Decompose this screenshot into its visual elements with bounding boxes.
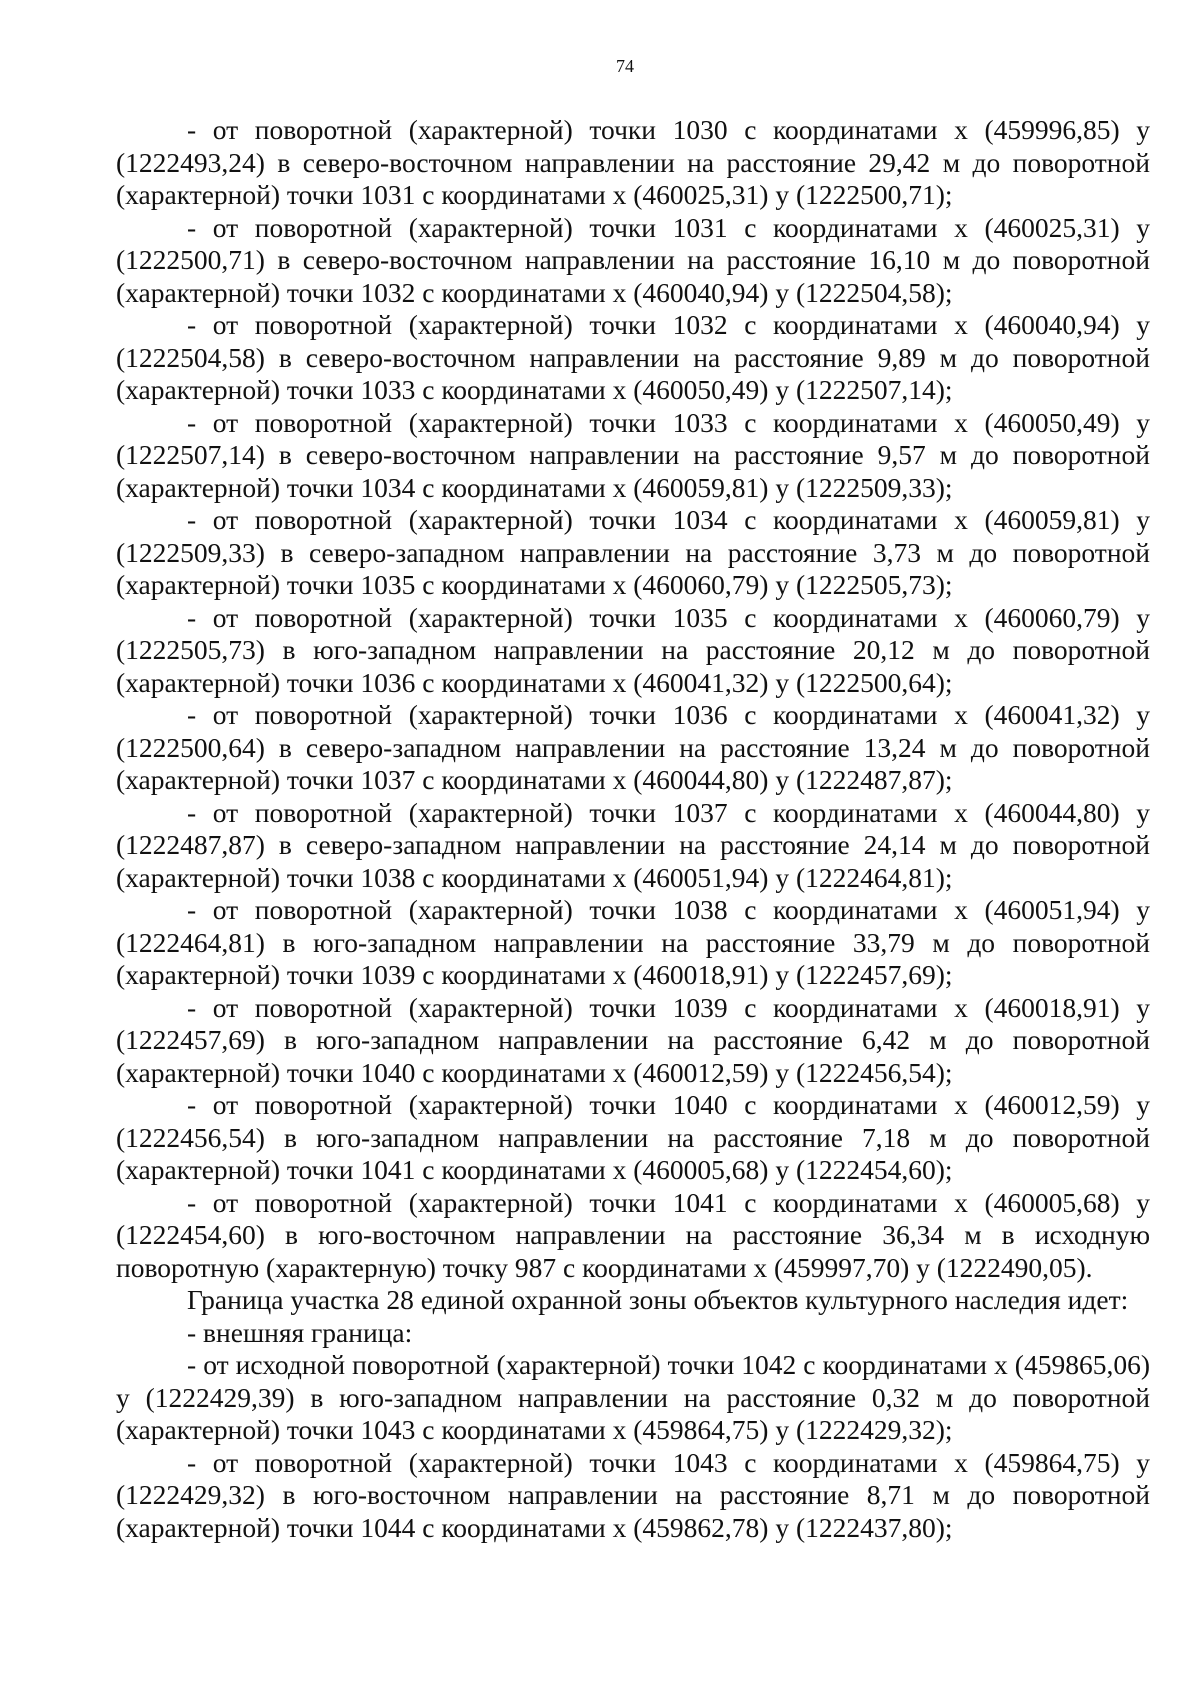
boundary-segment-paragraph: - от поворотной (характерной) точки 1038 с координатами x (460051,94) y (1222464,81) в юго-западном направлении на расстояние 33,79 м до поворотной (характерной) точки 1039 с координатами x (460018,91) y (1222457,69); (116, 894, 1150, 990)
boundary-segment-paragraph: - от поворотной (характерной) точки 1033 с координатами x (460050,49) y (1222507,14) в северо-восточном направлении на расстояние 9,57 м до поворотной (характерной) точки 1034 с координатами x (460059,81) y (1222509,33); (116, 406, 1150, 503)
boundary-segment-paragraph: - от поворотной (характерной) точки 1035 с координатами x (460060,79) y (1222505,73) в юго-западном направлении на расстояние 20,12 м до поворотной (характерной) точки 1036 с координатами x (460041,32) y (1222500,64); (116, 601, 1150, 698)
outer-boundary-label: - внешняя граница: (187, 1316, 413, 1348)
boundary-segment-paragraph: - от поворотной (характерной) точки 1039 с координатами x (460018,91) y (1222457,69) в юго-западном направлении на расстояние 6,42 м до поворотной (характерной) точки 1040 с координатами x (460012,59) y (1222456,54); (116, 991, 1150, 1088)
boundary-segment-paragraph: - от поворотной (характерной) точки 1032 с координатами x (460040,94) y (1222504,58) в северо-восточном направлении на расстояние 9,89 м до поворотной (характерной) точки 1033 с координатами x (460050,49) y (1222507,14); (116, 309, 1150, 405)
section-heading-paragraph: Граница участка 28 единой охранной зоны объектов культурного наследия идет: (187, 1284, 1129, 1315)
boundary-segment-paragraph: - от поворотной (характерной) точки 1043 с координатами x (459864,75) y (1222429,32) в юго-восточном направлении на расстояние 8,71 м до поворотной (характерной) точки 1044 с координатами x (459862,78) y (1222437,80); (116, 1446, 1150, 1543)
boundary-segment-paragraph: - от исходной поворотной (характерной) точки 1042 с координатами x (459865,06) y (1222429,39) в юго-западном направлении на расстояние 0,32 м до поворотной (характерной) точки 1043 с координатами x (459864,75) y (1222429,32); (116, 1349, 1150, 1445)
boundary-segment-paragraph: - от поворотной (характерной) точки 1036 с координатами x (460041,32) y (1222500,64) в северо-западном направлении на расстояние 13,24 м до поворотной (характерной) точки 1037 с координатами x (460044,80) y (1222487,87); (116, 699, 1150, 795)
boundary-segment-paragraph: - от поворотной (характерной) точки 1030 с координатами x (459996,85) y (1222493,24) в северо-восточном направлении на расстояние 29,42 м до поворотной (характерной) точки 1031 с координатами x (460025,31) y (1222500,71); (116, 114, 1150, 210)
boundary-segment-paragraph: - от поворотной (характерной) точки 1034 с координатами x (460059,81) y (1222509,33) в северо-западном направлении на расстояние 3,73 м до поворотной (характерной) точки 1035 с координатами x (460060,79) y (1222505,73); (116, 504, 1150, 600)
page-number: 74 (616, 56, 634, 76)
boundary-segment-paragraph: - от поворотной (характерной) точки 1041 с координатами x (460005,68) y (1222454,60) в юго-восточном направлении на расстояние 36,34 м в исходную поворотную (характерную) точку 987 с координатами x (459997,70) y (1222490,05). (116, 1186, 1150, 1283)
boundary-segment-paragraph: - от поворотной (характерной) точки 1037 с координатами x (460044,80) y (1222487,87) в северо-западном направлении на расстояние 24,14 м до поворотной (характерной) точки 1038 с координатами x (460051,94) y (1222464,81); (116, 796, 1150, 893)
document-body (116, 114, 1150, 1544)
boundary-segment-paragraph: - от поворотной (характерной) точки 1040 с координатами x (460012,59) y (1222456,54) в юго-западном направлении на расстояние 7,18 м до поворотной (характерной) точки 1041 с координатами x (460005,68) y (1222454,60); (116, 1089, 1150, 1185)
boundary-segment-paragraph: - от поворотной (характерной) точки 1031 с координатами x (460025,31) y (1222500,71) в северо-восточном направлении на расстояние 16,10 м до поворотной (характерной) точки 1032 с координатами x (460040,94) y (1222504,58); (116, 211, 1150, 308)
